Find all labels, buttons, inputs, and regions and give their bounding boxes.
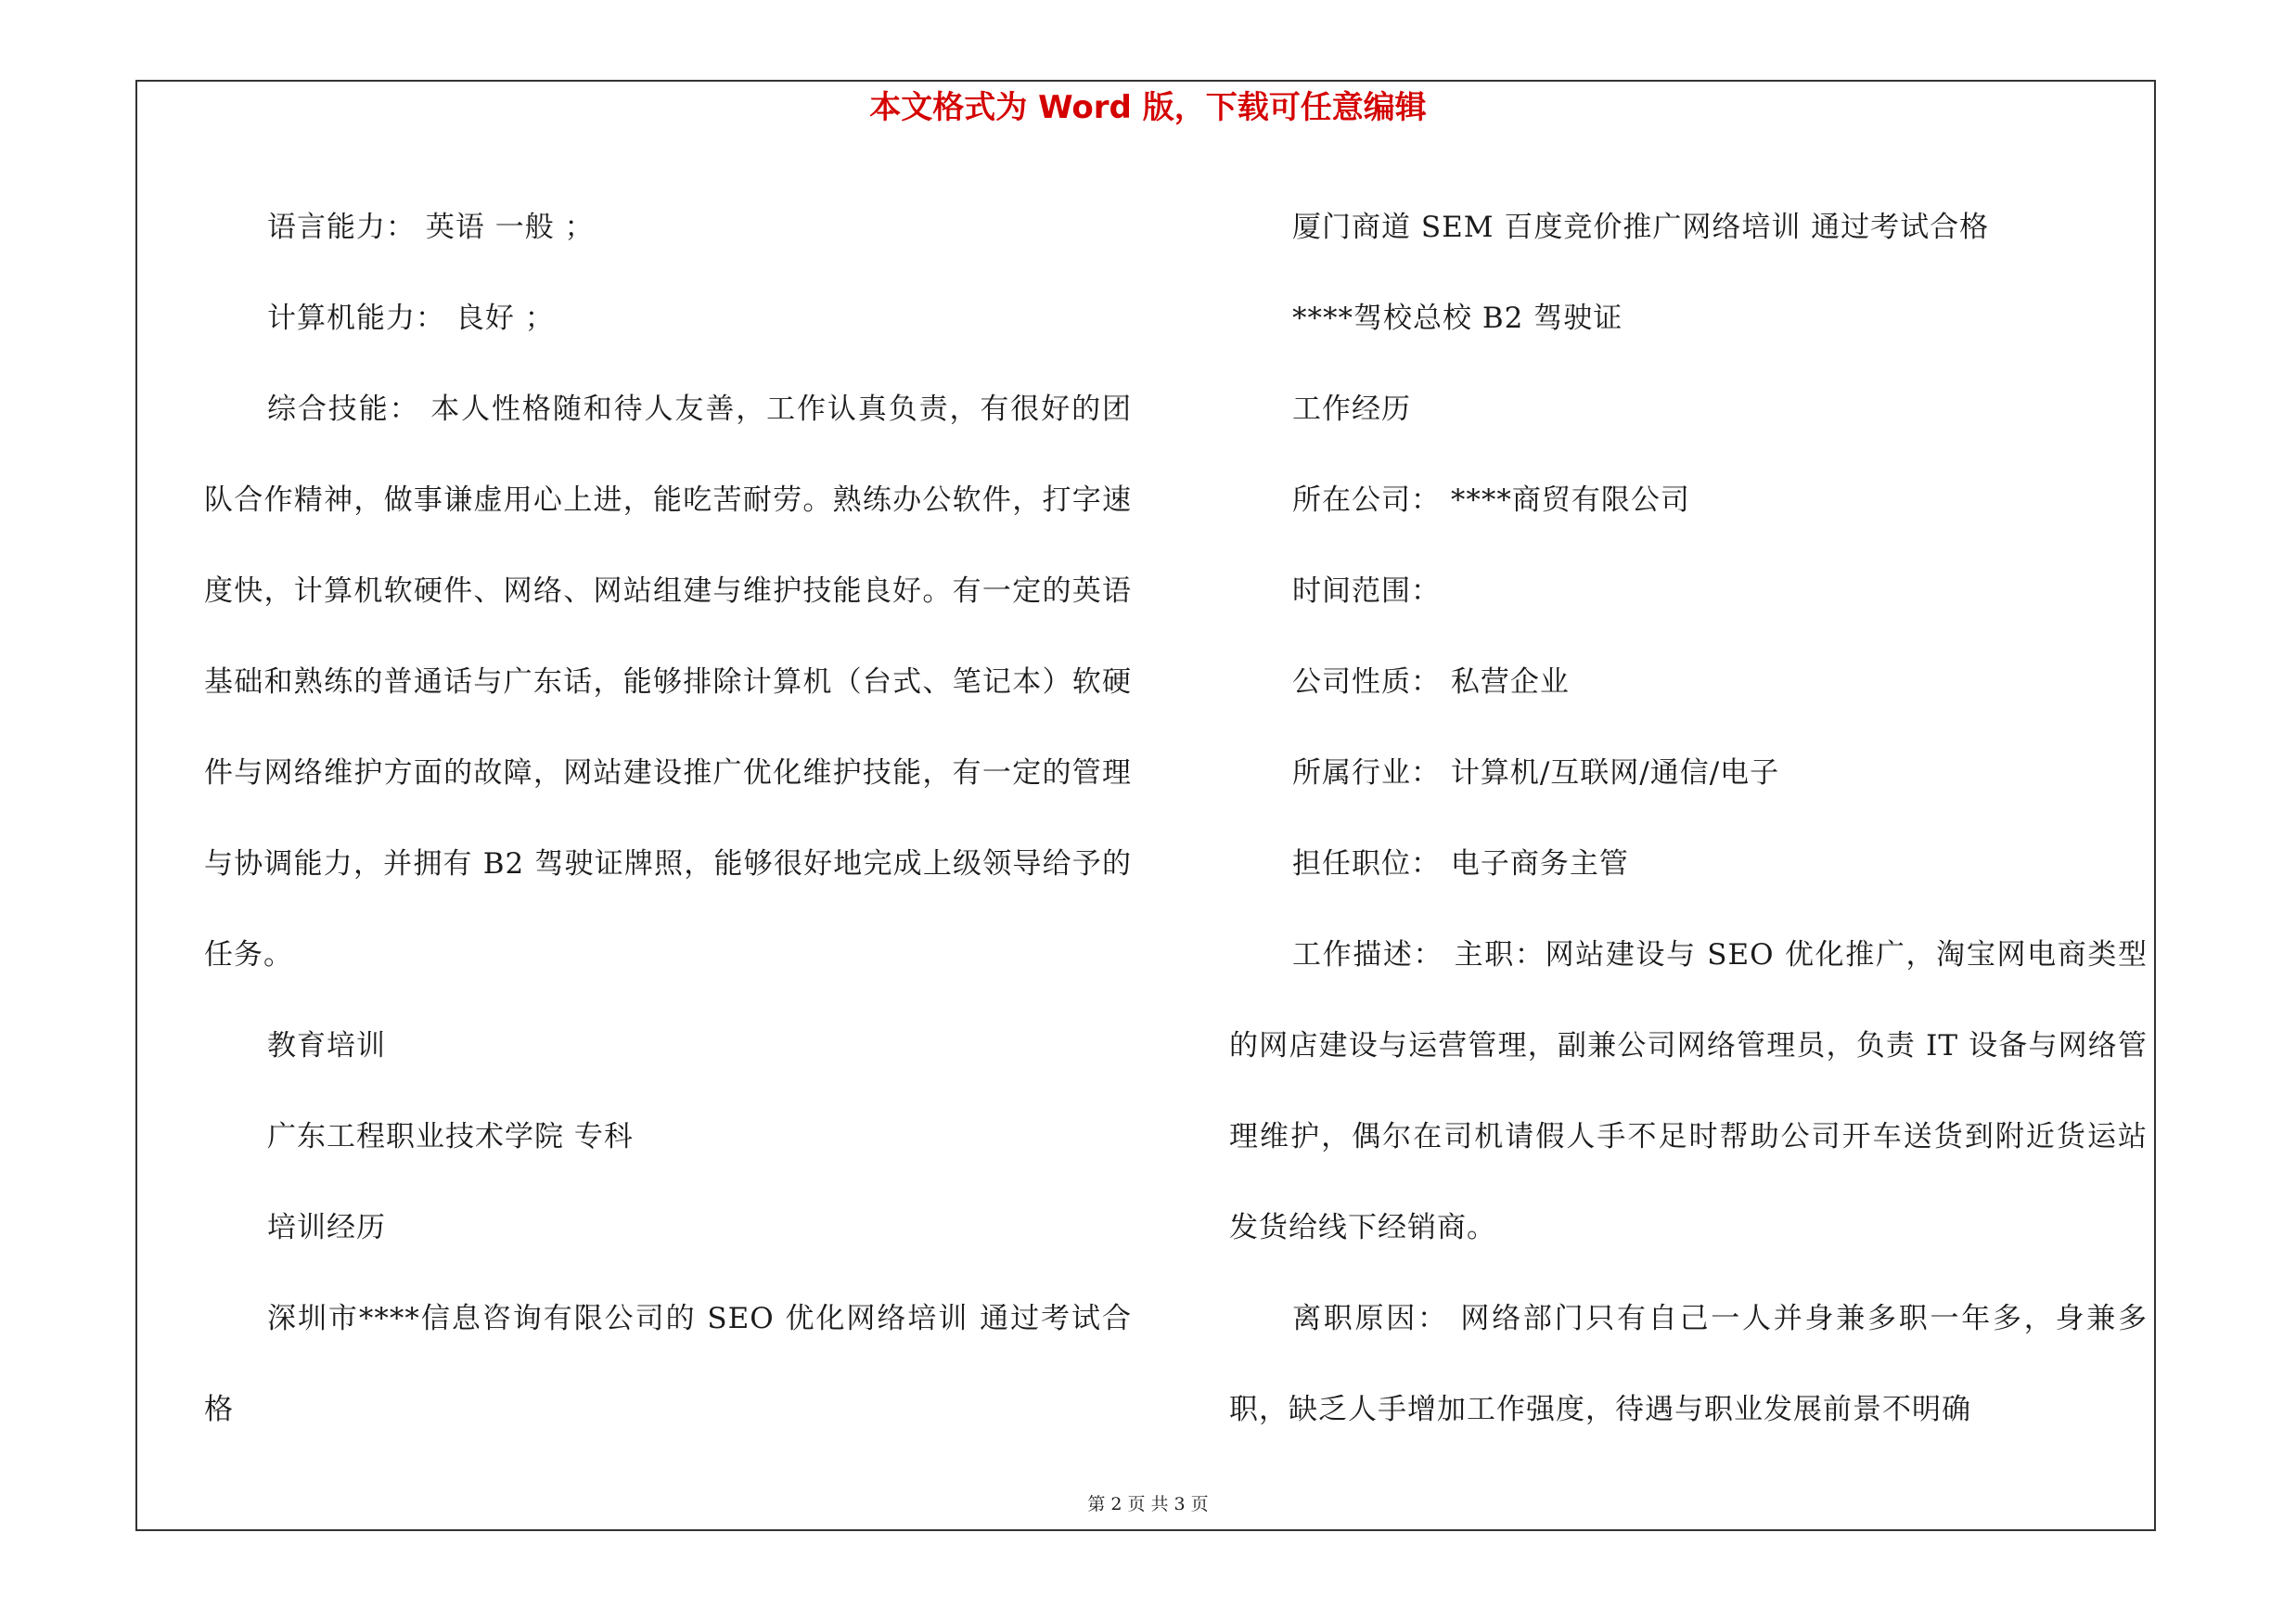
training-entry: 深圳市****信息咨询有限公司的 SEO 优化网络培训 通过考试合格 <box>204 1302 1132 1426</box>
training-heading: 培训经历 <box>267 1211 386 1244</box>
training-entry: 厦门商道 SEM 百度竞价推广网络培训 通过考试合格 <box>1292 211 1990 244</box>
left-column <box>204 182 1132 1455</box>
company-line: 所在公司： ****商贸有限公司 <box>1292 483 1690 517</box>
time-range-line: 时间范围： <box>1292 574 1441 608</box>
overall-skills-paragraph: 综合技能： 本人性格随和待人友善，工作认真负责，有很好的团队合作精神，做事谦虚用心上进，能吃苦耐劳。熟练办公软件，打字速度快，计算机软硬件、网络、网站组建与维护技能良好。有一定的英语基础和熟练的普通话与广东话，能够排除计算机（台式、笔记本）软硬件与网络维护方面的故障，网站建设推广优化维护技能，有一定的管理与协调能力，并拥有 B2 驾驶证牌照，能够很好地完成上级领导给予的任务。 <box>204 393 1132 972</box>
document-banner: 本文格式为 Word 版，下载可任意编辑 <box>869 89 1427 126</box>
job-description-paragraph: 工作描述： 主职：网站建设与 SEO 优化推广，淘宝网电商类型的网店建设与运营管理，副兼公司网络管理员，负责 IT 设备与网络管理维护，偶尔在司机请假人手不足时帮助公司开车送货到附近货运站发货给线下经销商。 <box>1229 938 2148 1244</box>
work-history-heading: 工作经历 <box>1292 393 1411 426</box>
industry-line: 所属行业： 计算机/互联网/通信/电子 <box>1292 756 1780 790</box>
education-heading: 教育培训 <box>267 1029 386 1063</box>
company-type-line: 公司性质： 私营企业 <box>1292 665 1570 699</box>
page-number-footer: 第 2 页 共 3 页 <box>1087 1494 1209 1514</box>
computer-skill-line: 计算机能力： 良好 ； <box>267 302 555 335</box>
leaving-reason-paragraph: 离职原因： 网络部门只有自己一人并身兼多职一年多，身兼多职，缺乏人手增加工作强度，待遇与职业发展前景不明确 <box>1229 1302 2148 1426</box>
language-skill-line: 语言能力： 英语 一般 ； <box>267 211 595 244</box>
license-entry: ****驾校总校 B2 驾驶证 <box>1292 302 1623 335</box>
right-column <box>1229 182 2148 1455</box>
education-entry: 广东工程职业技术学院 专科 <box>267 1120 634 1153</box>
position-line: 担任职位： 电子商务主管 <box>1292 847 1629 881</box>
